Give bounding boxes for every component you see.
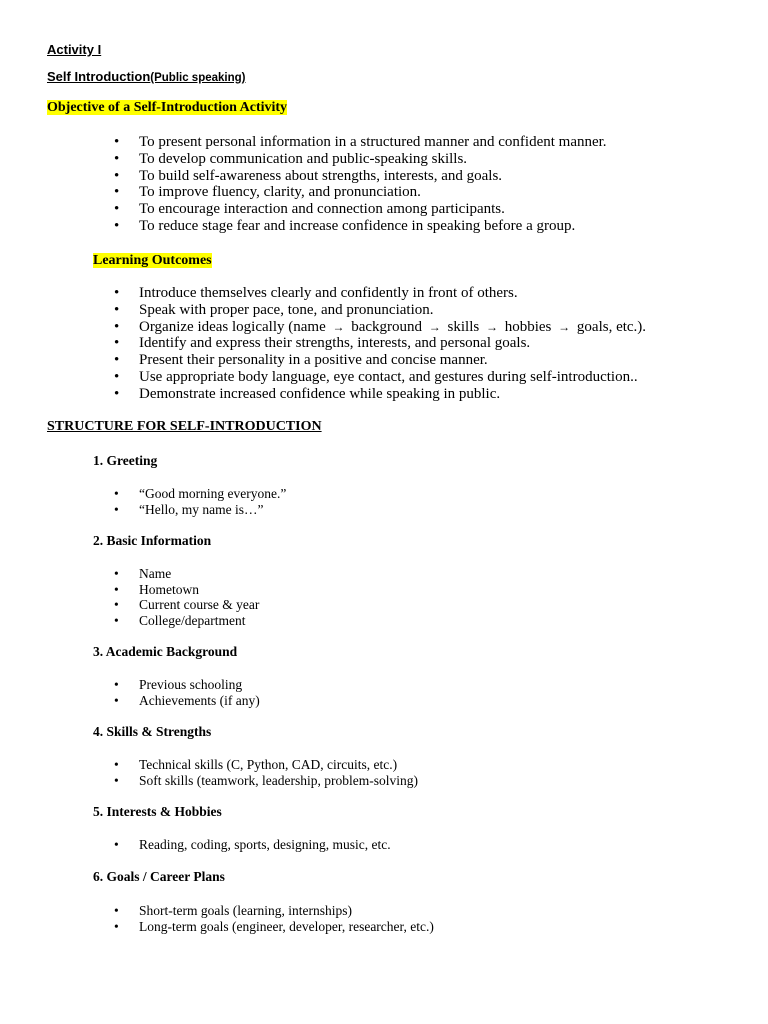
interests-hobbies-list bbox=[0, 837, 391, 853]
organize-part: background bbox=[351, 318, 423, 335]
objective-heading bbox=[47, 98, 287, 116]
basic-information-list bbox=[0, 566, 259, 628]
list-item: • Present their personality in a positive and concise manner. bbox=[0, 352, 646, 369]
list-item: • To develop communication and public-speaking skills. bbox=[0, 151, 607, 168]
section-heading-greeting: 1. Greeting bbox=[93, 453, 158, 468]
right-arrow-icon: → bbox=[428, 319, 441, 334]
list-item bbox=[0, 319, 646, 336]
objectives-list bbox=[0, 134, 607, 235]
learning-outcomes-heading-text: Learning Outcomes bbox=[93, 253, 212, 268]
greeting-list bbox=[0, 486, 286, 517]
self-introduction-title-paren: (Public speaking) bbox=[150, 72, 246, 84]
list-item: • Demonstrate increased confidence while speaking in public. bbox=[0, 386, 646, 403]
list-item: • Hometown bbox=[0, 582, 259, 598]
list-item: • Identify and express their strengths, interests, and personal goals. bbox=[0, 335, 646, 352]
self-introduction-title-main: Self Introduction bbox=[47, 69, 151, 84]
organize-part: goals, etc.). bbox=[576, 318, 647, 335]
self-introduction-title bbox=[47, 69, 246, 84]
learning-outcomes-list bbox=[0, 285, 646, 403]
list-item: • “Good morning everyone.” bbox=[0, 486, 286, 502]
list-item: • To present personal information in a structured manner and confident manner. bbox=[0, 134, 607, 151]
list-item: • Speak with proper pace, tone, and pronunciation. bbox=[0, 302, 646, 319]
right-arrow-icon: → bbox=[485, 319, 498, 334]
list-item: • Short-term goals (learning, internships) bbox=[0, 903, 434, 919]
organize-part: hobbies bbox=[504, 318, 552, 335]
list-item: • To build self-awareness about strengths, interests, and goals. bbox=[0, 168, 607, 185]
list-item: • Use appropriate body language, eye contact, and gestures during self-introduction.. bbox=[0, 369, 646, 386]
list-item: • To improve fluency, clarity, and pronunciation. bbox=[0, 184, 607, 201]
list-item: • Soft skills (teamwork, leadership, problem-solving) bbox=[0, 773, 418, 789]
structure-heading: STRUCTURE FOR SELF-INTRODUCTION bbox=[47, 419, 322, 434]
list-item: • To reduce stage fear and increase confidence in speaking before a group. bbox=[0, 218, 607, 235]
list-item: • Achievements (if any) bbox=[0, 693, 260, 709]
list-item: • Previous schooling bbox=[0, 677, 260, 693]
learning-outcomes-heading bbox=[93, 251, 212, 269]
section-heading-skills-strengths: 4. Skills & Strengths bbox=[93, 724, 212, 739]
activity-title: Activity I bbox=[47, 42, 102, 57]
list-item: • Long-term goals (engineer, developer, researcher, etc.) bbox=[0, 919, 434, 935]
goals-career-plans-list bbox=[0, 903, 434, 934]
right-arrow-icon: → bbox=[558, 319, 571, 334]
section-heading-academic-background: 3. Academic Background bbox=[93, 644, 238, 659]
list-item: • Reading, coding, sports, designing, music, etc. bbox=[0, 837, 391, 853]
skills-strengths-list bbox=[0, 757, 418, 788]
organize-text: Organize ideas logically (name bbox=[139, 318, 326, 335]
list-item: • “Hello, my name is…” bbox=[0, 502, 286, 518]
list-item: • Name bbox=[0, 566, 259, 582]
list-item: • Technical skills (C, Python, CAD, circuits, etc.) bbox=[0, 757, 418, 773]
section-heading-basic-information: 2. Basic Information bbox=[93, 533, 212, 548]
academic-background-list bbox=[0, 677, 260, 708]
list-item: • Introduce themselves clearly and confidently in front of others. bbox=[0, 285, 646, 302]
section-heading-goals-career-plans: 6. Goals / Career Plans bbox=[93, 869, 225, 884]
section-heading-interests-hobbies: 5. Interests & Hobbies bbox=[93, 804, 222, 819]
objective-heading-text: Objective of a Self-Introduction Activity bbox=[47, 100, 288, 115]
list-item: • College/department bbox=[0, 613, 259, 629]
organize-part: skills bbox=[447, 318, 480, 335]
list-item: • To encourage interaction and connection among participants. bbox=[0, 201, 607, 218]
right-arrow-icon: → bbox=[332, 319, 345, 334]
list-item: • Current course & year bbox=[0, 597, 259, 613]
